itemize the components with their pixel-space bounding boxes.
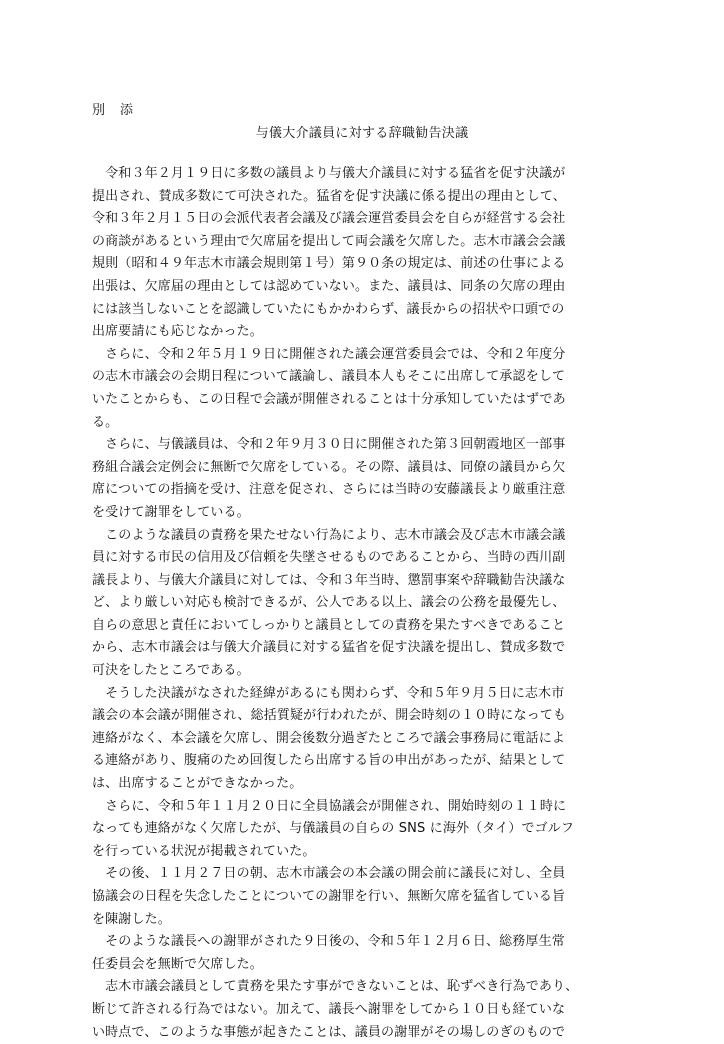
body-line: い時点で、このような事態が起きたことは、議員の謝罪がその場しのぎのもので [92, 1024, 566, 1040]
body-line: なっても連絡がなく欠席したが、与儀議員の自らの SNS に海外（タイ）でゴルフ [92, 821, 575, 837]
body-line: 提出され、賛成多数にて可決された。猛省を促す決議に係る提出の理由として、 [92, 188, 566, 204]
body-line: 務組合議会定例会に無断で欠席をしている。その際、議員は、同僚の議員から欠 [92, 459, 566, 475]
body-line: には該当しないことを認識していたにもかかわらず、議長からの招状や口頭での [92, 301, 565, 317]
body-line: 断じて許される行為ではない。加えて、議長へ謝罪をしてから１０日も経ていな [92, 1001, 566, 1017]
attachment-label: 別 添 [92, 103, 135, 118]
body-line: 令和３年２月１９日に多数の議員より与儀大介議員に対する猛省を促す決議が [92, 166, 566, 181]
document-body [92, 163, 652, 1044]
document-title: 与儀大介議員に対する辞職勧告決議 [255, 126, 469, 141]
body-line: その後、１１月２７日の朝、志木市議会の本会議の開会前に議長に対し、全員 [92, 866, 566, 882]
body-line: 連絡がなく、本会議を欠席し、開会後数分過ぎたところで議会事務局に電話によ [92, 730, 566, 746]
body-line: 員に対する市民の信用及び信頼を失墜させるものであることから、当時の西川副 [92, 550, 566, 566]
body-line: 席についての指摘を受け、注意を促され、さらには当時の安藤議長より厳重注意 [92, 482, 566, 498]
body-line: 可決をしたところである。 [92, 663, 250, 679]
body-line: る連絡があり、腹痛のため回復したら出席する旨の申出があったが、結果として [92, 753, 566, 769]
body-line: から、志木市議会は与儀大介議員に対する猛省を促す決議を提出し、賛成多数で [92, 640, 566, 656]
body-line: ど、より厳しい対応も検討できるが、公人である以上、議会の公務を最優先し、 [92, 595, 566, 611]
body-line: 任委員会を無断で欠席した。 [92, 956, 263, 972]
body-line: る。 [92, 414, 119, 430]
body-line: 規則（昭和４９年志木市議会規則第１号）第９０条の規定は、前述の仕事による [92, 256, 566, 272]
body-line: を行っている状況が掲載されていた。 [92, 843, 316, 859]
body-line: 議会の本会議が開催され、総括質疑が行われたが、開会時刻の１０時になっても [92, 708, 567, 724]
body-line: 令和３年２月１５日の会派代表者会議及び議会運営委員会を自らが経営する会社 [92, 211, 566, 227]
body-line: さらに、令和２年５月１９日に開催された議会運営委員会では、令和２年度分 [92, 346, 566, 362]
body-line: 議長より、与儀大介議員に対しては、令和３年当時、懲罰事案や辞職勧告決議な [92, 572, 566, 588]
body-line: の商談があるという理由で欠席届を提出して両会議を欠席した。志木市議会会議 [92, 233, 566, 249]
body-line: 自らの意思と責任においてしっかりと議員としての責務を果たすべきであること [92, 617, 566, 633]
body-line: そのような議長への謝罪がされた９日後の、令和５年１２月６日、総務厚生常 [92, 934, 565, 950]
body-line: そうした決議がなされた経緯があるにも関わらず、令和５年９月５日に志木市 [92, 685, 565, 701]
body-line: さらに、与儀議員は、令和２年９月３０日に開催された第３回朝霞地区一部事 [92, 437, 566, 453]
body-line: このような議員の責務を果たせない行為により、志木市議会及び志木市議会議 [92, 527, 566, 543]
body-line: は、出席することができなかった。 [92, 776, 303, 792]
body-line: 出張は、欠席届の理由としては認めていない。また、議員は、同条の欠席の理由 [92, 278, 566, 294]
body-line: いたことからも、この日程で会議が開催されることは十分承知していたはずであ [92, 391, 566, 407]
body-line: 志木市議会議員として責務を果たす事ができないことは、恥ずべき行為であり、 [92, 979, 579, 995]
body-line: を受けて謝罪をしている。 [92, 504, 250, 520]
body-line: を陳謝した。 [92, 911, 171, 927]
body-line: 協議会の日程を失念したことについての謝罪を行い、無断欠席を猛省している旨 [92, 889, 566, 904]
body-line: さらに、令和５年１１月２０日に全員協議会が開催され、開始時刻の１１時に [92, 798, 567, 814]
body-line: 出席要請にも応じなかった。 [92, 324, 263, 340]
body-line: の志木市議会の会期日程について議論し、議員本人もそこに出席して承認をして [92, 369, 566, 385]
